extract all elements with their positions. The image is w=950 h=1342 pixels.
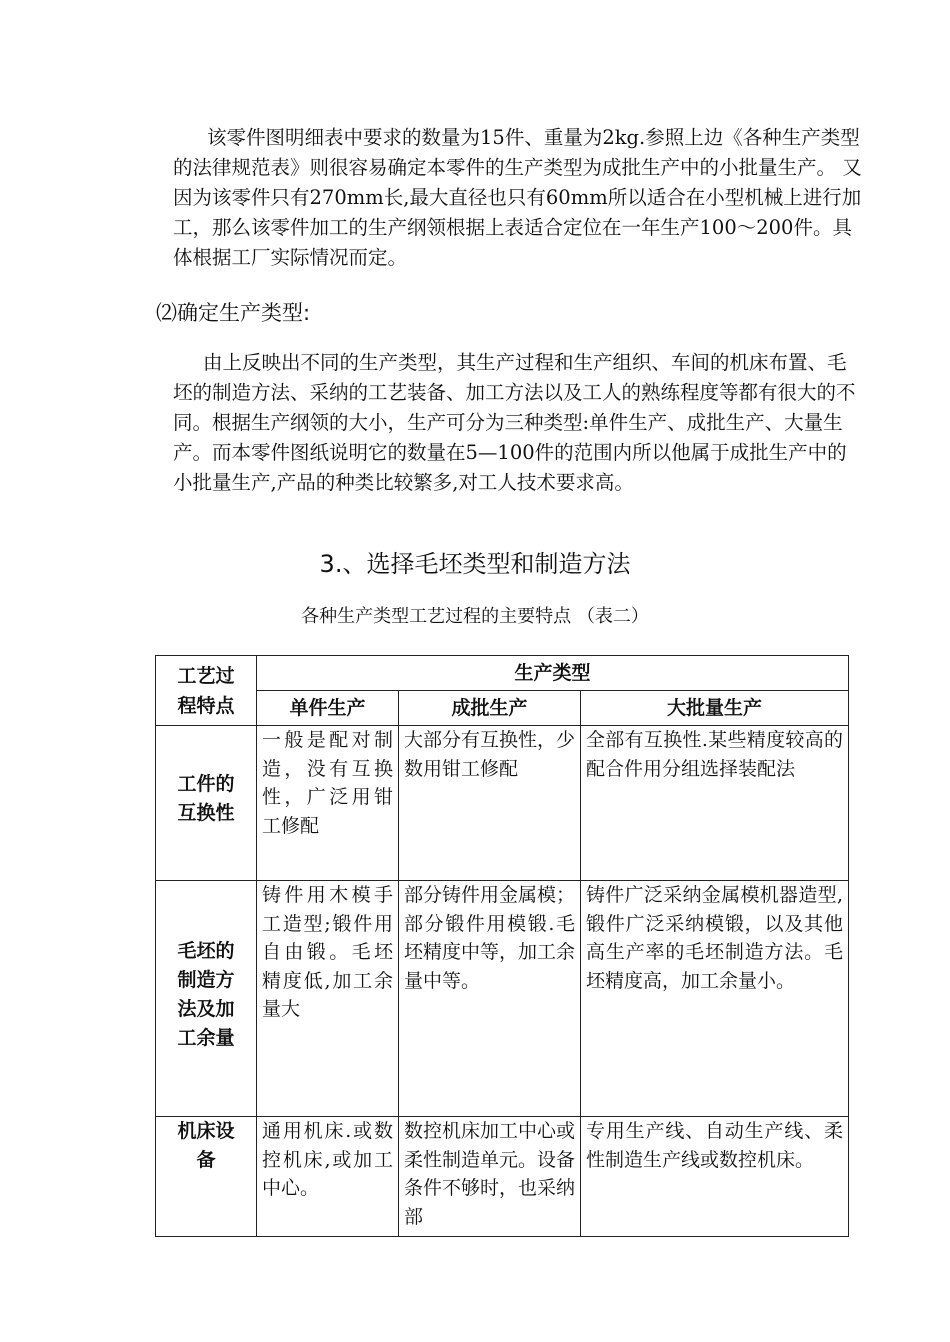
table-cell: 部分铸件用金属模；部分锻件用模锻.毛坯精度中等，加工余量中等。 (399, 881, 581, 1117)
table-corner-header: 工艺过程特点 (156, 656, 257, 726)
table-cell: 全部有互换性.某些精度较高的配合件用分组选择装配法 (581, 726, 849, 881)
section-title: 3.、选择毛坯类型和制造方法 (319, 550, 631, 578)
row-header: 工件的互换性 (156, 726, 257, 881)
table-group-header: 生产类型 (257, 656, 849, 691)
table-cell: 通用机床.或数控机床,或加工中心。 (257, 1117, 399, 1237)
table-row (156, 881, 849, 1117)
table-cell: 一般是配对制造，没有互换性，广泛用钳工修配 (257, 726, 399, 881)
column-header: 大批量生产 (581, 691, 849, 726)
table-cell: 铸件用木模手工造型;锻件用自由锻。毛坯精度低,加工余量大 (257, 881, 399, 1117)
table-cell: 大部分有互换性，少数用钳工修配 (399, 726, 581, 881)
row-header: 机床设备 (156, 1117, 257, 1237)
table-row (156, 1117, 849, 1237)
row-header: 毛坯的制造方法及加工余量 (156, 881, 257, 1117)
body-paragraph: 由上反映出不同的生产类型，其生产过程和生产组织、车间的机床布置、毛坯的制造方法、采纳的工艺装备、加工方法以及工人的熟练程度等都有很大的不同。根据生产纲领的大小，生产可分为三种类型:单件生产、成批生产、大量生产。而本零件图纸说明它的数量在5—100件的范围内所以他属于成批生产中的小批量生产,产品的种类比较繁多,对工人技术要求高。 (173, 351, 856, 494)
subheading-production-type: ⑵确定生产类型: (156, 301, 311, 325)
table-row (156, 726, 849, 881)
table-cell: 铸件广泛采纳金属模机器造型,锻件广泛采纳模锻，以及其他高生产率的毛坯制造方法。毛坯精度高，加工余量小。 (581, 881, 849, 1117)
characteristics-table (155, 655, 849, 1237)
table-cell: 数控机床加工中心或柔性制造单元。设备条件不够时，也采纳部 (399, 1117, 581, 1237)
column-header: 成批生产 (399, 691, 581, 726)
column-header: 单件生产 (257, 691, 399, 726)
table-caption: 各种生产类型工艺过程的主要特点 （表二） (301, 606, 649, 627)
table-cell: 专用生产线、自动生产线、柔性制造生产线或数控机床。 (581, 1117, 849, 1237)
body-paragraph: 该零件图明细表中要求的数量为15件、重量为2kg.参照上边《各种生产类型的法律规范表》则很容易确定本零件的生产类型为成批生产中的小批量生产。 又因为该零件只有270mm长,最大直径也只有60mm所以适合在小型机械上进行加工，那么该零件加工的生产纲领根据上表适合定位在一年生产100～200件。具体根据工厂实际情况而定。 (173, 126, 862, 269)
